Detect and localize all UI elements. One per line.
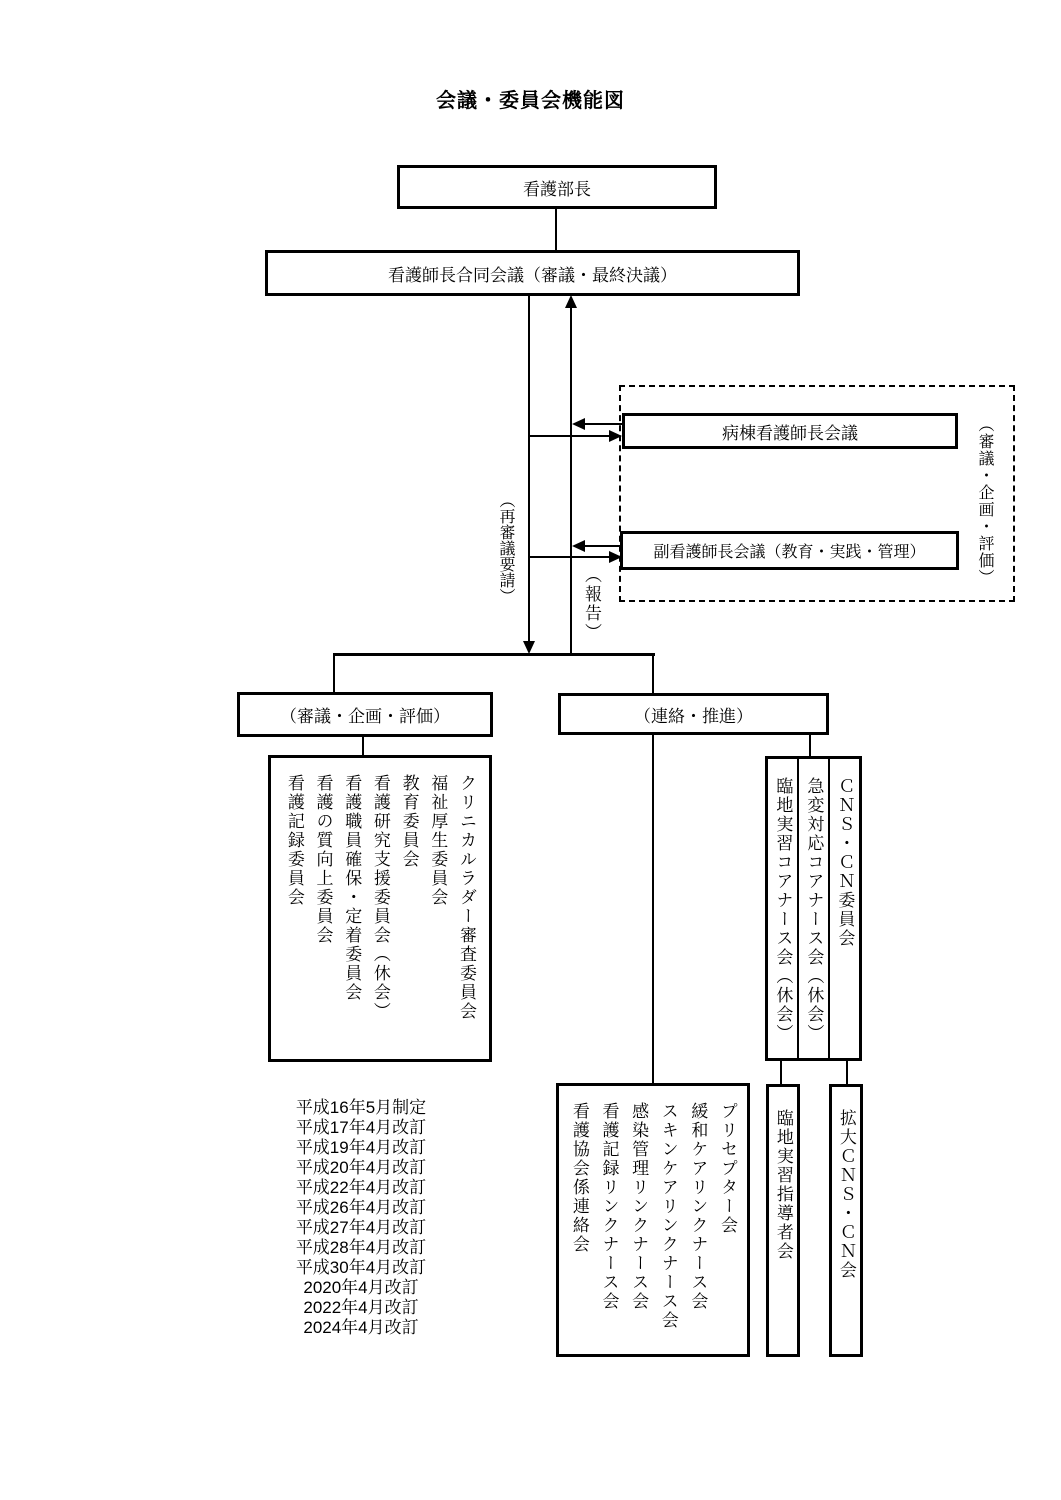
- revision-line: 平成28年4月改訂: [295, 1238, 427, 1257]
- committee-item: 看護記録委員会: [284, 774, 304, 907]
- ward-request-line: [530, 435, 610, 437]
- ward-meeting-box: [622, 413, 958, 449]
- arrow-left-icon: [572, 540, 585, 552]
- connector-deliberation-committees: [362, 737, 364, 755]
- arrow-right-icon: [609, 430, 622, 442]
- liaison-branch-box: [558, 693, 829, 735]
- deputy-meeting-label: 副看護師長会議（教育・実践・管理）: [653, 544, 926, 561]
- re-deliberation-line: [528, 296, 530, 642]
- connector-corenurse-leaders: [780, 1061, 782, 1084]
- link-nurse-item: 看護協会係連絡会: [569, 1102, 589, 1254]
- expanded-cns-cn-box: [829, 1084, 863, 1357]
- committee-item: 教育委員会: [399, 774, 419, 869]
- director-label: 看護部長: [523, 179, 591, 199]
- expanded-cns-cn-label: 拡大ＣＮＳ・ＣＮ会: [836, 1109, 856, 1280]
- core-nurse-column: [797, 759, 828, 1058]
- link-nurse-item: 緩和ケアリンクナース会: [688, 1102, 708, 1311]
- deliberation-branch-label: （審議・企画・評価）: [280, 707, 450, 726]
- core-nurse-label: 急変対応コアナース会（休会）: [804, 777, 824, 1043]
- clinical-training-leaders-box: [766, 1084, 800, 1357]
- connector-junction-deliberation: [333, 653, 335, 692]
- ward-meeting-label: 病棟看護師長会議: [722, 423, 858, 443]
- joint-meeting-box: [265, 250, 800, 296]
- connector-director-joint: [555, 209, 557, 250]
- revision-line: 平成22年4月改訂: [295, 1178, 427, 1197]
- revision-history: [286, 1098, 436, 1338]
- link-nurse-box: [556, 1083, 750, 1357]
- revision-line: 平成27年4月改訂: [295, 1218, 427, 1237]
- head-nurse-group-side-label: （審議・企画・評価）: [976, 416, 993, 586]
- arrow-right-icon: [609, 551, 622, 563]
- director-box: [397, 165, 717, 209]
- revision-line: 2022年4月改訂: [303, 1298, 419, 1317]
- deputy-request-line: [530, 556, 610, 558]
- junction-line: [333, 653, 655, 656]
- joint-meeting-label: 看護師長合同会議（審議・最終決議）: [388, 265, 677, 285]
- revision-line: 平成30年4月改訂: [295, 1258, 427, 1277]
- committee-item: 看護職員確保・定着委員会: [342, 774, 362, 1002]
- re-deliberation-label: （再審議要請）: [497, 492, 514, 604]
- deputy-meeting-box: [620, 531, 959, 570]
- report-line: [570, 308, 572, 655]
- deliberation-branch-box: [237, 692, 493, 737]
- deputy-report-line: [585, 545, 622, 547]
- committee-item: 福祉厚生委員会: [428, 774, 448, 907]
- liaison-branch-label: （連絡・推進）: [634, 706, 753, 726]
- core-nurse-box: [765, 756, 862, 1061]
- core-nurse-label: 臨地実習コアナース会（休会）: [773, 777, 793, 1043]
- committee-item: 看護研究支援委員会（休会）: [370, 774, 390, 1021]
- committees-box: [268, 755, 492, 1062]
- committee-item: 看護の質向上委員会: [313, 774, 333, 945]
- committee-item: クリニカルラダー審査委員会: [456, 774, 476, 1021]
- revision-line: 平成19年4月改訂: [295, 1138, 427, 1157]
- link-nurse-item: 感染管理リンクナース会: [629, 1102, 649, 1311]
- connector-liaison-corenurse: [809, 735, 811, 756]
- ward-report-line: [585, 423, 622, 425]
- revision-line: 2024年4月改訂: [303, 1318, 419, 1337]
- connector-corenurse-expanded: [846, 1061, 848, 1084]
- connector-liaison-linknurse: [652, 735, 654, 1083]
- page-title: 会議・委員会機能図: [436, 90, 625, 112]
- revision-line: 平成20年4月改訂: [295, 1158, 427, 1177]
- link-nurse-item: 看護記録リンクナース会: [599, 1102, 619, 1311]
- revision-line: 平成17年4月改訂: [295, 1118, 427, 1137]
- arrow-up-icon: [565, 295, 577, 308]
- clinical-training-leaders-label: 臨地実習指導者会: [773, 1109, 793, 1261]
- link-nurse-item: プリセプター会: [717, 1102, 737, 1235]
- core-nurse-column: [768, 759, 797, 1058]
- revision-line: 平成16年5月制定: [295, 1098, 427, 1117]
- revision-line: 2020年4月改訂: [303, 1278, 419, 1297]
- core-nurse-label: ＣＮＳ・ＣＮ委員会: [835, 777, 855, 948]
- report-label: （報告）: [582, 566, 601, 642]
- link-nurse-item: スキンケアリンクナース会: [658, 1102, 678, 1330]
- revision-line: 平成26年4月改訂: [295, 1198, 427, 1217]
- connector-junction-liaison: [652, 653, 654, 693]
- core-nurse-column: [828, 759, 859, 1058]
- arrow-left-icon: [572, 418, 585, 430]
